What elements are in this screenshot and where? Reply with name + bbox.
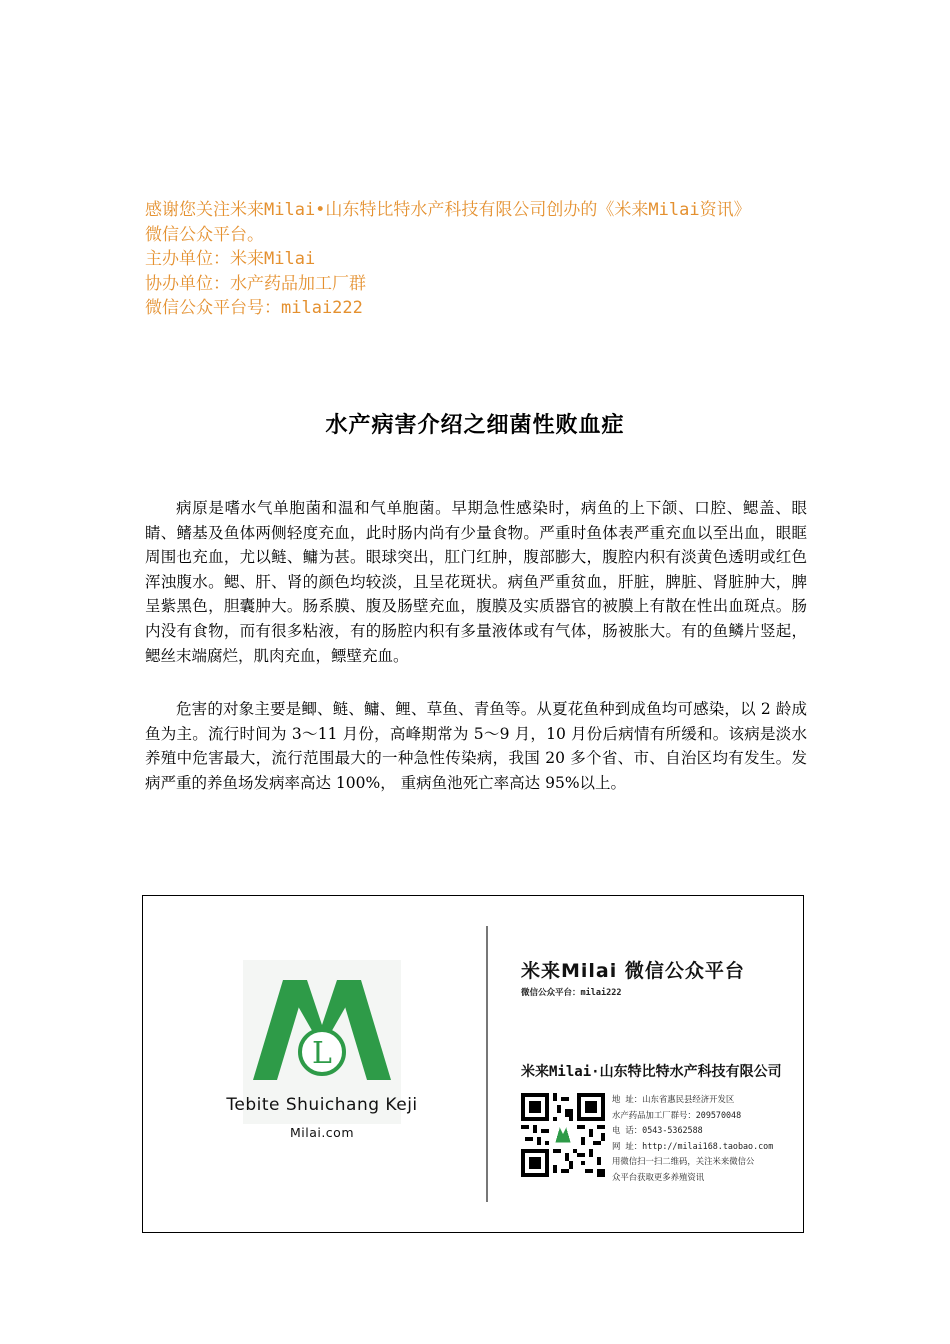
- intro-line: 微信公众平台。: [145, 224, 264, 245]
- contact-info: [612, 1092, 802, 1186]
- card-subtitle: 微信公众平台：milai222: [521, 988, 622, 998]
- brand-english-name: Tebite Shuichang Keji: [226, 1095, 418, 1115]
- info-group: 水产药品加工厂群号：209570048: [612, 1109, 742, 1120]
- brand-domain: Milai.com: [289, 1125, 355, 1140]
- intro-block: [145, 198, 825, 321]
- qr-code-icon: [521, 1092, 605, 1178]
- info-scan-note: 众平台获取更多养殖资讯: [612, 1171, 705, 1182]
- logo-letter: L: [312, 1036, 332, 1071]
- info-website: 网 址：http://milai168.taobao.com: [612, 1140, 774, 1151]
- wechat-id-line: 微信公众平台号：milai222: [145, 298, 363, 318]
- card-company: 米来Milai·山东特比特水产科技有限公司: [521, 1064, 782, 1080]
- business-card: [142, 895, 804, 1233]
- info-phone: 电 话：0543-5362588: [612, 1125, 703, 1136]
- card-title: 米来Milai 微信公众平台: [521, 960, 745, 982]
- article-title: 水产病害介绍之细菌性败血症: [325, 413, 625, 438]
- info-scan-note: 用微信扫一扫二维码，关注米来微信公: [612, 1156, 755, 1167]
- organizer-line: 主办单位：米来Milai: [145, 249, 316, 269]
- co-organizer-line: 协办单位：水产药品加工厂群: [145, 273, 366, 294]
- info-address: 地 址：山东省惠民县经济开发区: [612, 1094, 735, 1104]
- card-divider: [486, 926, 488, 1202]
- article-paragraph: 病原是嗜水气单胞菌和温和气单胞菌。早期急性感染时，病鱼的上下颌、口腔、鳃盖、眼睛、鳍基及鱼体两侧轻度充血，此时肠内尚有少量食物。严重时鱼体表严重充血以至出血，眼眶周围也充血，尤以鲢、鳙为甚。眼球突出，肛门红肿，腹部膨大，腹腔内积有淡黄色透明或红色浑浊腹水。鳃、肝、肾的颜色均较淡，且呈花斑状。病鱼严重贫血，肝脏，脾脏、肾脏肿大，脾呈紫黑色，胆囊肿大。肠系膜、腹及肠壁充血，腹膜及实质器官的被膜上有散在性出血斑点。肠内没有食物，而有很多粘液，有的肠腔内积有多量液体或有气体，肠被胀大。有的鱼鳞片竖起，鳃丝末端腐烂，肌肉充血，鳔壁充血。: [145, 499, 807, 665]
- intro-line: 感谢您关注米来Milai•山东特比特水产科技有限公司创办的《米来Milai资讯》: [145, 200, 751, 220]
- article-paragraph: 危害的对象主要是鲫、鲢、鳙、鲤、草鱼、青鱼等。从夏花鱼种到成鱼均可感染，以 2 龄成鱼为主。流行时间为 3～11 月份，高峰期常为 5～9 月，10 月份后病情有所缓和。该病是淡水养殖中危害最大，流行范围最大的一种急性传染病，我国 20 多个省、市、自治区均有发生。发病严重的养鱼场发病率高达 100%， 重病鱼池死亡率高达 95%以上。: [145, 700, 807, 792]
